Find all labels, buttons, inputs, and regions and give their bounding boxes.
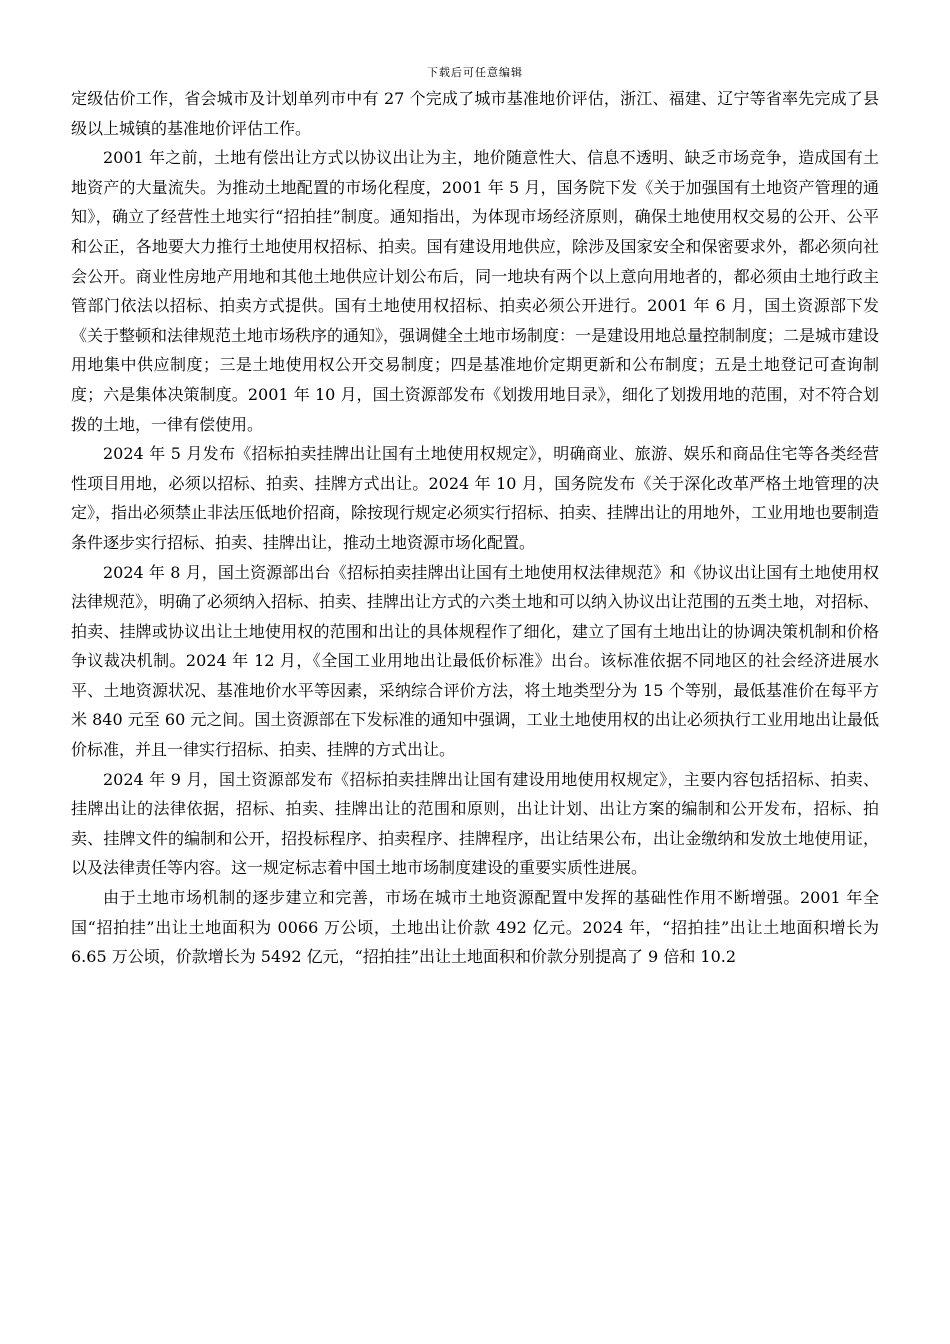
page-header: 下载后可任意编辑 [427,66,523,79]
paragraph: 2024 年 5 月发布《招标拍卖挂牌出让国有土地使用权规定》，明确商业、旅游、娱乐和商品住宅等各类经营性项目用地，必须以招标、拍卖、挂牌方式出让。2024 年 10 月，国务院发布《关于深化改革严格土地管理的决定》，指出必须禁止非法压低地价招商，除按现行规定必须实行招标、拍卖、挂牌出让的用地外，工业用地也要制造条件逐步实行招标、拍卖、挂牌出让，推动土地资源市场化配置。 [71,444,880,552]
paragraph: 2024 年 9 月，国土资源部发布《招标拍卖挂牌出让国有建设用地使用权规定》，主要内容包括招标、拍卖、挂牌出让的法律依据，招标、拍卖、挂牌出让的范围和原则，出让计划、出让方案的编制和公开发布，招标、拍卖、挂牌文件的编制和公开，招投标程序、拍卖程序、挂牌程序，出让结果公布，出让金缴纳和发放土地使用证，以及法律责任等内容。这一规定标志着中国土地市场制度建设的重要实质性进展。 [71,769,879,878]
paragraph: 2001 年之前，土地有偿出让方式以协议出让为主，地价随意性大、信息不透明、缺乏市场竞争，造成国有土地资产的大量流失。为推动土地配置的市场化程度，2001 年 5 月，国务院下发《关于加强国有土地资产管理的通知》，确立了经营性土地实行“招拍挂”制度。通知指出，为体现市场经济原则，确保土地使用权交易的公开、公平和公正，各地要大力推行土地使用权招标、拍卖。国有建设用地供应，除涉及国家安全和保密要求外，都必须向社会公开。商业性房地产用地和其他土地供应计划公布后，同一地块有两个以上意向用地者的，都必须由土地行政主管部门依法以招标、拍卖方式提供。国有土地使用权招标、拍卖必须公开进行。2001 年 6 月，国土资源部下发《关于整顿和法律规范土地市场秩序的通知》，强调健全土地市场制度：一是建设用地总量控制制度；二是城市建设用地集中供应制度；三是土地使用权公开交易制度；四是基准地价定期更新和公布制度；五是土地登记可查询制度；六是集体决策制度。2001 年 10 月，国土资源部发布《划拨用地目录》，细化了划拨用地的范围，对不符合划拨的土地，一律有偿使用。 [71,148,880,434]
paragraph-continued: 定级估价工作，省会城市及计划单列市中有 27 个完成了城市基准地价评估，浙江、福建、辽宁等省率先完成了县级以上城镇的基准地价评估工作。 [71,89,879,138]
paragraph: 2024 年 8 月，国土资源部出台《招标拍卖挂牌出让国有土地使用权法律规范》和《协议出让国有土地使用权法律规范》，明确了必须纳入招标、拍卖、挂牌出让方式的六类土地和可以纳入协议出让范围的五类土地，对招标、拍卖、挂牌或协议出让土地使用权的范围和出让的具体规程作了细化，建立了国有土地出让的协调决策机制和价格争议裁决机制。2024 年 12 月，《全国工业用地出让最低价标准》出台。该标准依据不同地区的社会经济进展水平、土地资源状况、基准地价水平等因素，采纳综合评价方法，将土地类型分为 15 个等别，最低基准价在每平方米 840 元至 60 元之间。国土资源部在下发标准的通知中强调，工业土地使用权的出让必须执行工业用地出让最低价标准，并且一律实行招标、拍卖、挂牌的方式出让。 [71,562,880,760]
paragraph: 由于土地市场机制的逐步建立和完善，市场在城市土地资源配置中发挥的基础性作用不断增强。2001 年全国“招拍挂”出让土地面积为 0066 万公顷，土地出让价款 492 亿元。2024 年，“招拍挂”出让土地面积增长为 6.65 万公顷，价款增长为 5492 亿元，“招拍挂”出让土地面积和价款分别提高了 9 倍和 10.2 [71,888,879,967]
document-body [71,84,879,972]
